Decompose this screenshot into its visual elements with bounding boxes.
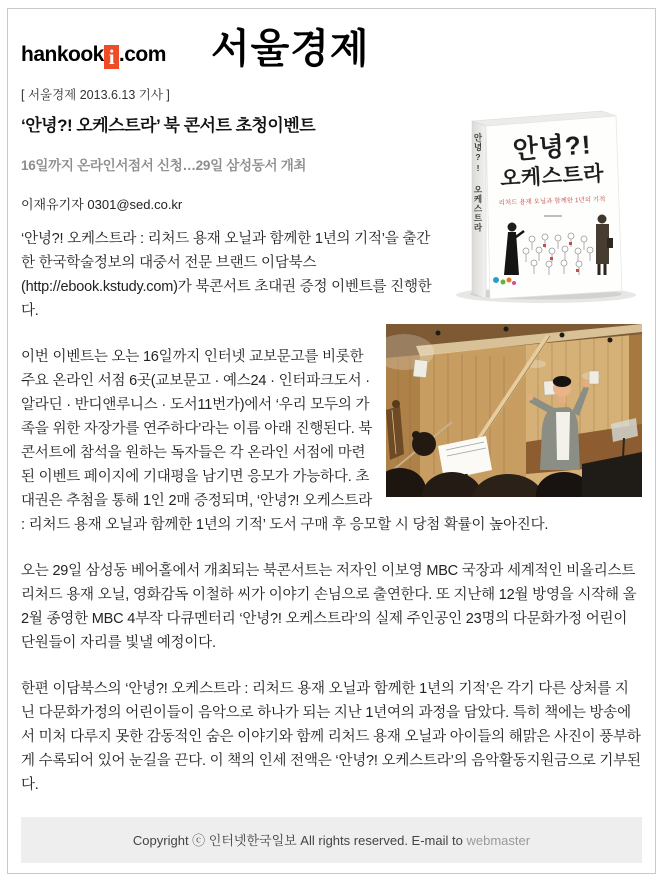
book-title-line2: 오케스트라 xyxy=(499,162,605,191)
book-author-line xyxy=(544,215,562,217)
paragraph-4: 한편 이담북스의 ‘안녕?! 오케스트라 : 리처드 용재 오닐과 함께한 1년의 기적’은 각기 다른 상처를 지닌 다문화가정의 어린이들이 음악으로 하나가 되는 지난 1년여의 과정을 담았다. 특히 책에는 방송에서 미처 다루지 못한 감동적인 숨은 이야기와 함께 리처드 용재 오닐과 아이들의 해맑은 사진이 풍부하게 수록되어 있어 눈길을 끈다. 이 책의 인세 전액은 ‘안녕?! 오케스트라’의 음악활동지원금으로 기부된다. xyxy=(21,681,641,793)
copyright-text: Copyright ⓒ 인터넷한국일보 All rights reserved. E-mail to xyxy=(132,833,463,848)
book-cover-image xyxy=(450,103,642,306)
concert-photo-graphic xyxy=(386,324,642,497)
concert-photo xyxy=(386,324,642,497)
logo-i-badge: i xyxy=(104,45,119,69)
book-spine-text: 안녕?! 오케스트라 xyxy=(473,133,483,233)
logo-text-prefix: hankook xyxy=(21,43,104,66)
webmaster-link[interactable]: webmaster xyxy=(466,833,531,848)
book-tagline: 리처드 용재 오닐과 함께한 1년의 기적 xyxy=(498,196,606,207)
byline: 이재유기자 0301@sed.co.kr xyxy=(21,197,183,212)
paragraph-3: 오는 29일 삼성동 베어홀에서 개최되는 북콘서트는 저자인 이보영 MBC 국장과 세계적인 비올리스트 리처드 용재 오닐, 영화감독 이철하 씨가 이야기 손님으로 출연한다. 또 지난해 12월 방영을 시작해 올 2월 종영한 MBC 4부작 다큐멘터리 ‘안녕?! 오케스트라’의 실제 주인공인 23명의 다문화가정 어린이 단원들이 자리를 빛낼 예정이다. xyxy=(21,563,637,651)
footer xyxy=(21,817,642,863)
paragraph-2: 이번 이벤트는 오는 16일까지 인터넷 교보문고를 비롯한 주요 온라인 서점 6곳(교보문고 · 예스24 · 인터파크도서 · 알라딘 · 반디앤루니스 · 도서11번가)에서 ‘우리 모두의 가족을 위한 자장가를 연주하다’라는 이름 아래 진행된다. 북콘서트에 참석을 원하는 독자들은 각 온라인 서점에 마련된 이벤트 페이지에 기대평을 남기면 응모가 가능하다. 초대권은 추첨을 통해 1인 2매 증정되며, ‘안녕?! 오케스트라 : 리처드 용재 오닐과 함께한 1년의 기적’ 도서 구매 후 응모할 시 당첨 확률이 높아진다. xyxy=(21,349,549,533)
masthead-seoul-economic: 서울경제 xyxy=(211,27,370,71)
book-title-line1: 안녕?! xyxy=(511,129,593,165)
article-body xyxy=(21,115,642,797)
paragraph-1: ‘안녕?! 오케스트라 : 리처드 용재 오닐과 함께한 1년의 기적’을 출간한 한국학술정보의 대중서 전문 브랜드 이담북스(http://ebook.kstudy.com)가 북콘서트 초대권 증정 이벤트를 진행한다. xyxy=(21,231,432,319)
hankooki-logo[interactable] xyxy=(21,43,211,69)
article-meta: [ 서울경제 2013.6.13 기사 ] xyxy=(21,88,170,102)
logo-text-suffix: .com xyxy=(118,43,166,66)
article-page xyxy=(7,8,656,874)
header xyxy=(21,27,642,69)
article-subtitle: 16일까지 온라인서점서 신청…29일 삼성동서 개최 xyxy=(21,158,307,173)
article-title: ‘안녕?! 오케스트라’ 북 콘서트 초청이벤트 xyxy=(21,116,316,135)
